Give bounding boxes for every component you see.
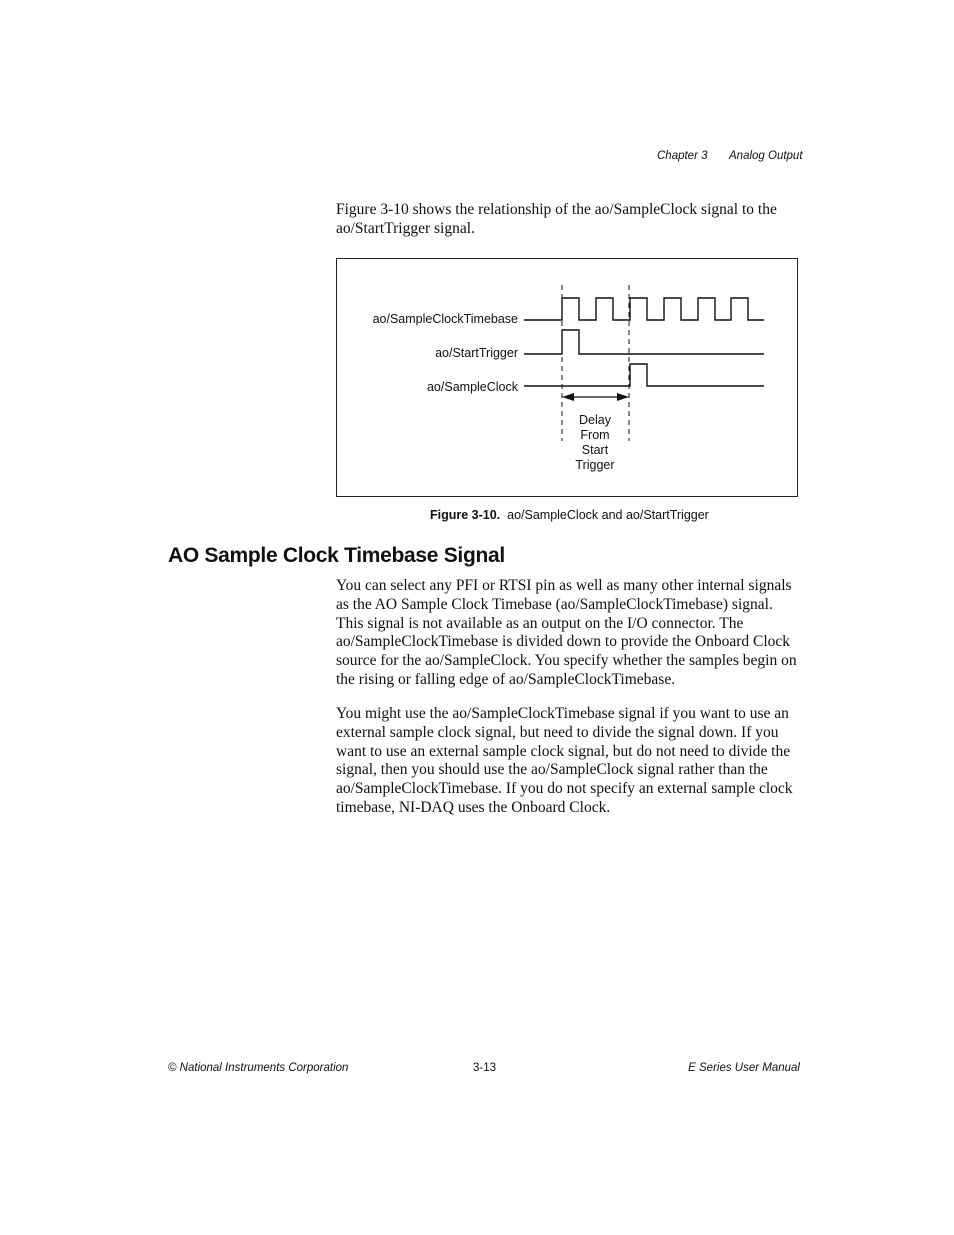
delay-arrow-left-head <box>562 393 574 401</box>
delay-label-line-1: Delay <box>579 413 611 427</box>
figure-caption <box>430 508 709 522</box>
waveform-start-trigger <box>524 330 764 354</box>
section-paragraph-1: You can select any PFI or RTSI pin as well as many other internal signals as the AO Sample Clock Timebase (ao/SampleClockTimebase) signal. This signal is not available as an output on the I/O connector. The ao/SampleClockTimebase is divided down to provide the Onboard Clock source for the ao/SampleClock. You specify whether the samples begin on the rising or falling edge of ao/SampleClockTimebase. <box>336 577 797 688</box>
signal-label-start-trigger: ao/StartTrigger <box>435 346 518 360</box>
figure-number: Figure 3-10. <box>430 508 501 522</box>
delay-label-line-3: Start <box>581 443 609 457</box>
signal-label-sample-clock: ao/SampleClock <box>426 380 518 394</box>
section-paragraph-2: You might use the ao/SampleClockTimebase signal if you want to use an external sample clock signal, but need to divide the signal down. If you want to use an external sample clock signal, but do not need to divide the signal, then you should use the ao/SampleClock signal rather than the ao/SampleClockTimebase. If you do not specify an external sample clock timebase, NI-DAQ uses the Onboard Clock. <box>336 705 793 816</box>
delay-label-line-4: Trigger <box>575 458 615 472</box>
footer-copyright: © National Instruments Corporation <box>168 1062 349 1074</box>
signal-label-timebase: ao/SampleClockTimebase <box>372 312 518 326</box>
figure-caption-text: ao/SampleClock and ao/StartTrigger <box>507 508 709 522</box>
waveform-sample-clock <box>524 364 764 386</box>
delay-arrow-right-head <box>617 393 629 401</box>
timing-diagram <box>336 258 798 497</box>
delay-label-line-2: From <box>580 428 610 442</box>
header-section: Analog Output <box>729 150 803 162</box>
intro-paragraph: Figure 3-10 shows the relationship of the ao/SampleClock signal to the ao/StartTrigger signal. <box>336 201 777 237</box>
header-chapter: Chapter 3 <box>657 150 708 162</box>
footer-manual-title: E Series User Manual <box>688 1062 800 1074</box>
footer-page-number: 3-13 <box>473 1062 497 1074</box>
section-heading: AO Sample Clock Timebase Signal <box>168 544 505 567</box>
waveform-timebase <box>524 298 764 320</box>
